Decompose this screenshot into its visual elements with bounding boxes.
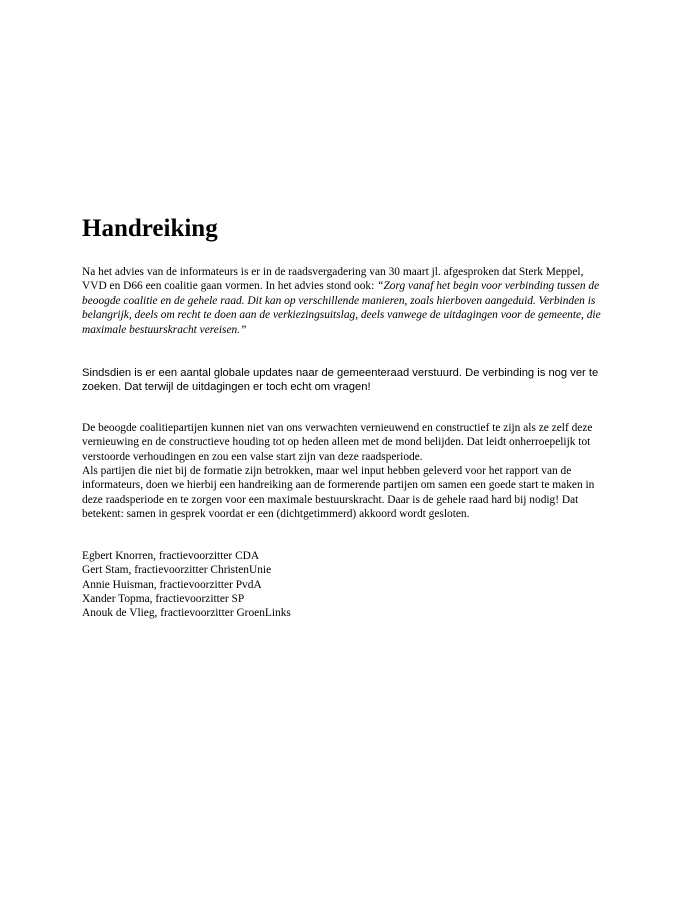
advice-quote: “Zorg vanaf het begin voor verbinding tussen de beoogde coalitie en de gehele raad. Dit kan op verschillende manieren, zoals hierboven aangeduid. Verbinden is belangrijk, deels om recht te doen aan de verkiezingsuitslag, deels vanwege de uitdagingen voor de gemeente, die maximale bestuurskracht vereisen.” bbox=[82, 280, 601, 336]
paragraph-handreiking: Als partijen die niet bij de formatie zijn betrokken, maar wel input hebben geleverd voor het rapport van de informateurs, doen we hierbij een handreiking aan de formerende partijen om samen een goede start te maken in deze raadsperiode en te zorgen voor een maximale bestuurskracht. Daar is de gehele raad hard bij nodig! Dat betekent: samen in gesprek voordat er een (dichtgetimmerd) akkoord wordt gesloten. bbox=[82, 465, 595, 521]
document-page bbox=[82, 214, 610, 621]
signatory: Egbert Knorren, fractievoorzitter CDA bbox=[82, 549, 260, 562]
paragraph-advice-intro: Na het advies van de informateurs is er in de raadsvergadering van 30 maart jl. afgesproken dat Sterk Meppel, VVD en D66 een coalitie gaan vormen. In het advies stond ook: bbox=[82, 266, 584, 293]
signatories-list bbox=[82, 549, 610, 621]
paragraph-advice bbox=[82, 265, 610, 337]
document-title: Handreiking bbox=[82, 215, 218, 242]
paragraph-coalition: De beoogde coalitiepartijen kunnen niet van ons verwachten vernieuwend en constructief te zijn als ze zelf deze vernieuwing en de constructieve houding tot op heden alleen met de mond belijden. Dat leidt onherroepelijk tot verstoorde verhoudingen en zou een valse start zijn van deze raadsperiode. bbox=[82, 421, 593, 463]
signatory: Gert Stam, fractievoorzitter ChristenUnie bbox=[82, 564, 272, 577]
paragraph-updates: Sindsdien is er een aantal globale updates naar de gemeenteraad verstuurd. De verbinding is nog ver te zoeken. Dat terwijl de uitdagingen er toch echt om vragen! bbox=[82, 367, 599, 394]
signatory: Annie Huisman, fractievoorzitter PvdA bbox=[82, 578, 262, 591]
signatory: Anouk de Vlieg, fractievoorzitter GroenLinks bbox=[82, 607, 291, 620]
signatory: Xander Topma, fractievoorzitter SP bbox=[82, 592, 245, 605]
